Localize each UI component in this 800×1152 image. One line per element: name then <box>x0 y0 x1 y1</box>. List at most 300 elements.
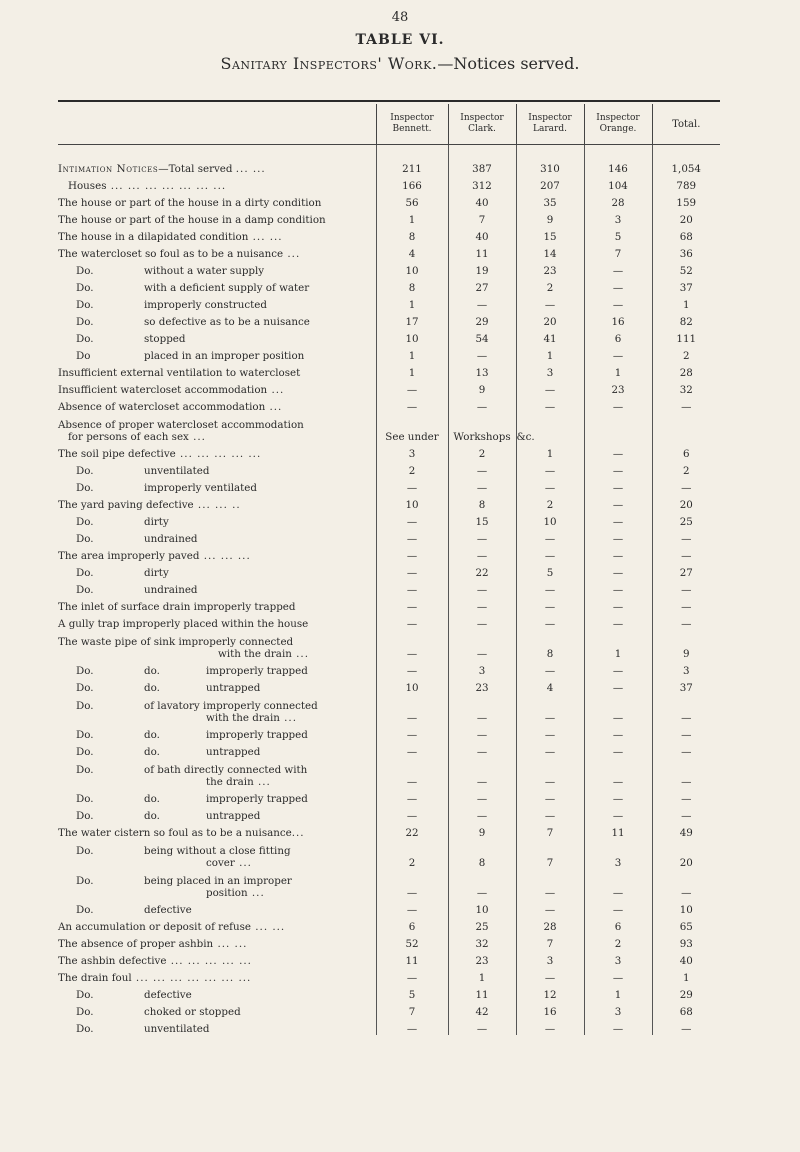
row-label <box>58 413 376 443</box>
table-row <box>58 477 720 494</box>
cell-bennett: — <box>376 869 448 899</box>
cell-orange: 16 <box>584 311 652 328</box>
cell-bennett: — <box>376 596 448 613</box>
table-row <box>58 660 720 677</box>
cell-orange: — <box>584 660 652 677</box>
cell-larard: — <box>516 613 584 630</box>
cell-total: 82 <box>652 311 720 328</box>
row-label-line: The absence of proper ashbin ... ... <box>58 938 248 950</box>
row-label-line: An accumulation or deposit of refuse ... ... <box>58 921 286 933</box>
cell-total: 65 <box>652 916 720 933</box>
cell-orange: — <box>584 899 652 916</box>
table-row-intimation <box>58 145 720 176</box>
row-continuation-text: for persons of each sex <box>68 431 189 443</box>
table-row <box>58 396 720 413</box>
table-row <box>58 1018 720 1035</box>
cell-bennett: 4 <box>376 243 448 260</box>
table-title: TABLE VI. <box>355 32 445 48</box>
row-label <box>58 869 376 899</box>
ditto-label: Do. <box>76 700 94 712</box>
cell-orange: — <box>584 260 652 277</box>
table-row <box>58 677 720 694</box>
row-label <box>58 260 376 277</box>
row-label <box>58 758 376 788</box>
row-label <box>58 596 376 613</box>
cell-clark: 7 <box>448 209 516 226</box>
cell-bennett: — <box>376 758 448 788</box>
row-label <box>58 243 376 260</box>
row-label <box>58 788 376 805</box>
cell-larard: 35 <box>516 192 584 209</box>
cell-orange: — <box>584 277 652 294</box>
row-label-line: The area improperly paved ... ... ... <box>58 550 251 562</box>
table-row <box>58 741 720 758</box>
cell-total: 6 <box>652 443 720 460</box>
cell-orange: — <box>584 443 652 460</box>
row-label-line <box>58 618 370 630</box>
cell-total: 52 <box>652 260 720 277</box>
cell-orange: 3 <box>584 950 652 967</box>
cell-clark: 9 <box>448 822 516 839</box>
row-label-line <box>58 333 370 345</box>
cell-orange: 23 <box>584 379 652 396</box>
cell-total: 20 <box>652 494 720 511</box>
cell-bennett: 166 <box>376 175 448 192</box>
row-label <box>58 362 376 379</box>
cell-clark: 23 <box>448 950 516 967</box>
row-description: The soil pipe defective <box>58 448 176 460</box>
table-row <box>58 869 720 899</box>
row-label-line <box>58 810 370 822</box>
table-row <box>58 950 720 967</box>
cell-bennett: 1 <box>376 294 448 311</box>
cell-total: 25 <box>652 511 720 528</box>
cell-bennett: — <box>376 660 448 677</box>
ditto-label: Do. <box>76 682 94 694</box>
header-larard: Inspector Larard. <box>516 104 584 145</box>
header-orange: Inspector Orange. <box>584 104 652 145</box>
cell-clark: 15 <box>448 511 516 528</box>
notices-table <box>58 104 720 1035</box>
row-label <box>58 396 376 413</box>
ditto-description: dirty <box>144 567 169 579</box>
cell-clark: 8 <box>448 494 516 511</box>
cell-clark: — <box>448 396 516 413</box>
cell-clark: — <box>448 613 516 630</box>
cell-clark: — <box>448 805 516 822</box>
cell-total: 68 <box>652 226 720 243</box>
row-label-line <box>58 845 370 857</box>
cell-larard: — <box>516 596 584 613</box>
row-label <box>58 822 376 839</box>
table-row <box>58 277 720 294</box>
row-label-line <box>58 567 370 579</box>
row-label <box>58 933 376 950</box>
row-label <box>58 579 376 596</box>
ditto-label: Do. <box>76 265 94 277</box>
cell-bennett: 17 <box>376 311 448 328</box>
cell-total: — <box>652 788 720 805</box>
row-label-line <box>58 1023 370 1035</box>
ditto-label: Do. <box>76 567 94 579</box>
cell-larard: — <box>516 694 584 724</box>
table-row <box>58 562 720 579</box>
table-row <box>58 545 720 562</box>
ditto-description: dirty <box>144 516 169 528</box>
row-label-line <box>58 367 370 379</box>
cell-orange: — <box>584 511 652 528</box>
table-row <box>58 345 720 362</box>
cell-bennett: 2 <box>376 839 448 869</box>
cell-total: — <box>652 694 720 724</box>
row-label <box>58 694 376 724</box>
cell-total <box>652 413 720 443</box>
cell-clark: — <box>448 545 516 562</box>
cell-clark: — <box>448 528 516 545</box>
row-label-line <box>58 465 370 477</box>
cell-total: 111 <box>652 328 720 345</box>
cell-larard: — <box>516 741 584 758</box>
header-blank <box>58 104 376 145</box>
ditto-label: Do. <box>76 316 94 328</box>
cell-total: 2 <box>652 460 720 477</box>
row-label <box>58 345 376 362</box>
subtitle-rest: —Notices served. <box>437 54 580 73</box>
cell-bennett: 10 <box>376 260 448 277</box>
cell-clark: 25 <box>448 916 516 933</box>
cell-bennett: 10 <box>376 328 448 345</box>
row-label <box>58 899 376 916</box>
ditto-subdescription: untrapped <box>206 682 261 694</box>
cell-bennett: — <box>376 579 448 596</box>
ditto-label: Do. <box>76 533 94 545</box>
row-label: Intimation Notices—Total served ... ... <box>58 163 266 175</box>
cell-larard: 1 <box>516 443 584 460</box>
cell-bennett: 1 <box>376 345 448 362</box>
cell-clark: 312 <box>448 175 516 192</box>
cell-bennett: 11 <box>376 950 448 967</box>
note-see-under: See under <box>376 413 448 443</box>
row-label-line: Insufficient watercloset accommodation ... <box>58 384 285 396</box>
row-label-line <box>58 904 370 916</box>
cell-clark: 2 <box>448 443 516 460</box>
cell-clark: — <box>448 1018 516 1035</box>
cell-clark: — <box>448 294 516 311</box>
ditto-subdescription: improperly trapped <box>206 793 308 805</box>
cell-orange: 3 <box>584 839 652 869</box>
table-row <box>58 967 720 984</box>
cell-orange: — <box>584 596 652 613</box>
table-row <box>58 443 720 460</box>
cell-clark: — <box>448 596 516 613</box>
row-label <box>58 545 376 562</box>
page-number: 48 <box>391 10 409 25</box>
cell-orange: — <box>584 741 652 758</box>
cell-orange: — <box>584 677 652 694</box>
intimation-label: Intimation Notices <box>58 163 159 175</box>
cell-clark: 11 <box>448 984 516 1001</box>
row-label-line <box>58 197 370 209</box>
ditto-description: do. <box>144 665 160 677</box>
row-label <box>58 839 376 869</box>
table-row <box>58 294 720 311</box>
row-continuation-text: cover <box>206 857 235 869</box>
cell-larard: — <box>516 396 584 413</box>
cell-bennett: — <box>376 396 448 413</box>
ditto-description: without a water supply <box>144 265 265 277</box>
cell-orange: 104 <box>584 175 652 192</box>
cell-clark: 13 <box>448 362 516 379</box>
ditto-label: Do. <box>76 845 94 857</box>
cell-total: 10 <box>652 899 720 916</box>
row-label-line <box>58 214 370 226</box>
row-label-line <box>58 1006 370 1018</box>
ditto-description: undrained <box>144 584 198 596</box>
cell-larard: 28 <box>516 916 584 933</box>
table-row <box>58 788 720 805</box>
table-row <box>58 209 720 226</box>
row-label-line <box>58 482 370 494</box>
row-label-continuation: with the drain ... <box>206 712 297 724</box>
cell-larard: 14 <box>516 243 584 260</box>
cell-total: 1 <box>652 294 720 311</box>
cell-larard: — <box>516 379 584 396</box>
ditto-description: defective <box>144 904 192 916</box>
cell-orange: — <box>584 788 652 805</box>
cell-total: 29 <box>652 984 720 1001</box>
cell-total: 789 <box>652 175 720 192</box>
ditto-description: defective <box>144 989 192 1001</box>
cell-orange: 6 <box>584 328 652 345</box>
cell-larard: 16 <box>516 1001 584 1018</box>
table-row <box>58 805 720 822</box>
row-description: The absence of proper ashbin <box>58 938 214 950</box>
cell-total: 37 <box>652 677 720 694</box>
cell-larard: — <box>516 758 584 788</box>
table-row <box>58 379 720 396</box>
table-row <box>58 613 720 630</box>
table-row <box>58 579 720 596</box>
cell-bennett: 1 <box>376 362 448 379</box>
row-label-line <box>58 299 370 311</box>
row-label-continuation: position ... <box>206 887 265 899</box>
cell-orange: 146 <box>584 145 652 176</box>
ditto-description: do. <box>144 729 160 741</box>
cell-total: — <box>652 724 720 741</box>
row-label-line <box>58 746 370 758</box>
row-label-line <box>58 316 370 328</box>
table-row <box>58 984 720 1001</box>
ditto-label: Do. <box>76 746 94 758</box>
ditto-description: do. <box>144 793 160 805</box>
cell-clark: 54 <box>448 328 516 345</box>
row-label <box>58 209 376 226</box>
row-label-continuation: with the drain ... <box>218 648 309 660</box>
cell-larard: — <box>516 579 584 596</box>
ditto-label: Do. <box>76 764 94 776</box>
row-description: The yard paving defective <box>58 499 194 511</box>
table-row <box>58 328 720 345</box>
cell-clark: 19 <box>448 260 516 277</box>
ditto-label: Do. <box>76 729 94 741</box>
row-description: Insufficient external ventilation to watercloset <box>58 367 301 379</box>
row-label-line: The watercloset so foul as to be a nuisance ... <box>58 248 301 260</box>
cell-bennett: 5 <box>376 984 448 1001</box>
row-label <box>58 562 376 579</box>
row-label <box>58 226 376 243</box>
ditto-description: being placed in an improper <box>144 875 292 887</box>
cell-bennett: 8 <box>376 226 448 243</box>
cell-larard: — <box>516 294 584 311</box>
cell-orange: — <box>584 345 652 362</box>
cell-bennett: — <box>376 1018 448 1035</box>
cell-clark: — <box>448 758 516 788</box>
cell-bennett: 10 <box>376 677 448 694</box>
cell-larard: 2 <box>516 494 584 511</box>
cell-clark: — <box>448 630 516 660</box>
row-label-line <box>58 516 370 528</box>
cell-larard: — <box>516 805 584 822</box>
cell-total: 3 <box>652 660 720 677</box>
table-row <box>58 596 720 613</box>
cell-total: — <box>652 741 720 758</box>
ditto-description: do. <box>144 682 160 694</box>
cell-larard: — <box>516 724 584 741</box>
cell-bennett: — <box>376 805 448 822</box>
row-label <box>58 277 376 294</box>
ditto-label: Do. <box>76 299 94 311</box>
cell-bennett: 2 <box>376 460 448 477</box>
row-description: The house or part of the house in a dirty condition <box>58 197 322 209</box>
row-label-line <box>58 729 370 741</box>
cell-orange: 1 <box>584 362 652 379</box>
cell-total: 49 <box>652 822 720 839</box>
table-row <box>58 192 720 209</box>
cell-larard: — <box>516 967 584 984</box>
row-description: Absence of watercloset accommodation <box>58 401 266 413</box>
cell-total: 68 <box>652 1001 720 1018</box>
cell-total: — <box>652 1018 720 1035</box>
row-label-line <box>58 419 370 431</box>
cell-bennett: — <box>376 788 448 805</box>
cell-orange: — <box>584 1018 652 1035</box>
cell-larard: — <box>516 545 584 562</box>
row-label <box>58 477 376 494</box>
cell-clark: — <box>448 724 516 741</box>
cell-total: 40 <box>652 950 720 967</box>
cell-larard: — <box>516 788 584 805</box>
table-row <box>58 226 720 243</box>
cell-bennett: — <box>376 613 448 630</box>
ditto-label: Do. <box>76 516 94 528</box>
row-label-line: The yard paving defective ... ... .. <box>58 499 241 511</box>
cell-orange: 3 <box>584 1001 652 1018</box>
cell-orange: — <box>584 694 652 724</box>
row-label-line: The water cistern so foul as to be a nuisance... <box>58 827 305 839</box>
header-row <box>58 104 720 145</box>
row-label <box>58 805 376 822</box>
table-row <box>58 1001 720 1018</box>
row-label-line: The drain foul ... ... ... ... ... ... ... <box>58 972 252 984</box>
ditto-description: with a deficient supply of water <box>144 282 310 294</box>
row-label <box>58 630 376 660</box>
cell-orange: — <box>584 460 652 477</box>
row-label <box>58 443 376 460</box>
ditto-description: do. <box>144 810 160 822</box>
ditto-description: being without a close fitting <box>144 845 291 857</box>
cell-orange: — <box>584 805 652 822</box>
row-label-continuation: cover ... <box>206 857 252 869</box>
ditto-description: so defective as to be a nuisance <box>144 316 310 328</box>
cell-larard: 8 <box>516 630 584 660</box>
cell-larard: 23 <box>516 260 584 277</box>
cell-bennett: — <box>376 379 448 396</box>
cell-clark: 387 <box>448 145 516 176</box>
cell-total: 37 <box>652 277 720 294</box>
table-row <box>58 724 720 741</box>
row-label <box>58 950 376 967</box>
cell-bennett: 10 <box>376 494 448 511</box>
row-label <box>58 528 376 545</box>
cell-larard: — <box>516 869 584 899</box>
table-row <box>58 175 720 192</box>
cell-clark: — <box>448 741 516 758</box>
ditto-description: improperly ventilated <box>144 482 257 494</box>
cell-total: — <box>652 528 720 545</box>
cell-total: 1,054 <box>652 145 720 176</box>
row-label-line <box>58 350 370 362</box>
cell-total: 2 <box>652 345 720 362</box>
ditto-description: do. <box>144 746 160 758</box>
table-row <box>58 916 720 933</box>
table-row <box>58 758 720 788</box>
cell-clark: 3 <box>448 660 516 677</box>
ditto-description: unventilated <box>144 465 210 477</box>
ditto-subdescription: improperly trapped <box>206 665 308 677</box>
cell-orange: — <box>584 724 652 741</box>
cell-clark: 1 <box>448 967 516 984</box>
cell-clark: — <box>448 579 516 596</box>
cell-larard: — <box>516 660 584 677</box>
cell-clark: — <box>448 694 516 724</box>
table-row <box>58 694 720 724</box>
ditto-label: Do. <box>76 665 94 677</box>
cell-total: 32 <box>652 379 720 396</box>
ditto-label: Do. <box>76 793 94 805</box>
cell-orange: — <box>584 562 652 579</box>
table-row <box>58 511 720 528</box>
cell-orange: — <box>584 613 652 630</box>
row-label <box>58 311 376 328</box>
ditto-label: Do. <box>76 282 94 294</box>
cell-larard: 4 <box>516 677 584 694</box>
row-label <box>58 1018 376 1035</box>
row-label <box>58 460 376 477</box>
cell-orange: — <box>584 758 652 788</box>
row-description: A gully trap improperly placed within the house <box>58 618 309 630</box>
row-description: The drain foul <box>58 972 132 984</box>
ditto-description: stopped <box>144 333 186 345</box>
cell-total: 9 <box>652 630 720 660</box>
row-description: Absence of proper watercloset accommodation <box>58 419 304 431</box>
row-label-line: Absence of watercloset accommodation ... <box>58 401 283 413</box>
row-label-line <box>58 793 370 805</box>
row-label <box>58 294 376 311</box>
row-continuation-text: the drain <box>206 776 254 788</box>
cell-total: 36 <box>652 243 720 260</box>
row-label-line <box>58 601 370 613</box>
table-row <box>58 260 720 277</box>
